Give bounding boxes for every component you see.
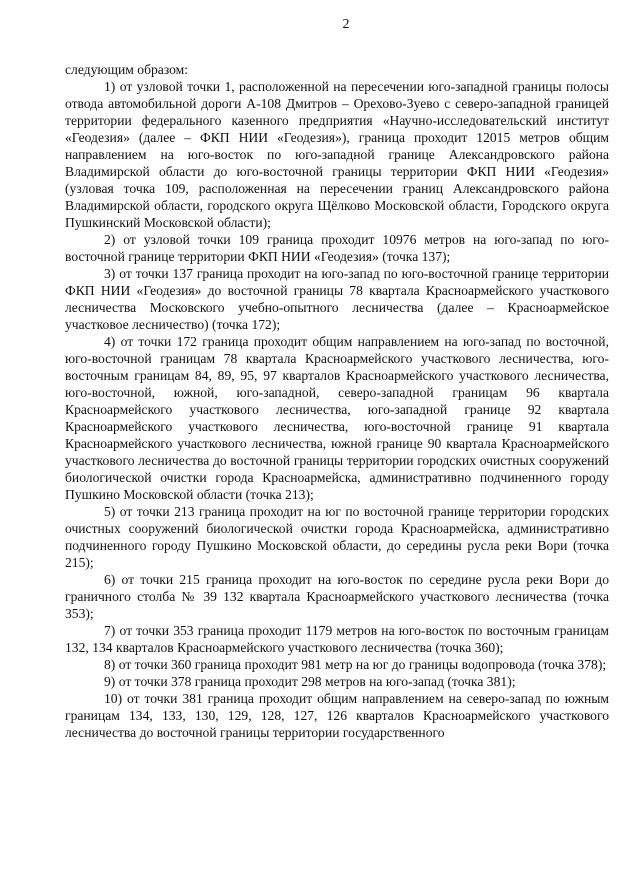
paragraph-2: 2) от узловой точки 109 граница проходит 10976 метров на юго-запад по юго-восточной границе территории ФКП НИИ «Геодезия» (точка 137); — [65, 232, 609, 264]
lead-text: следующим образом: — [65, 62, 189, 77]
paragraph-3: 3) от точки 137 граница проходит на юго-запад по юго-восточной границе территории ФКП НИИ «Геодезия» до восточной границы 78 квартала Красноармейского участкового лесничества Московского учебно-опытного лесничества (далее – Красноармейское участковое лесничество) (точка 172); — [65, 266, 609, 332]
page-number: 2 — [342, 17, 350, 32]
paragraph-5: 5) от точки 213 граница проходит на юг по восточной границе территории городских очистных сооружений биологической очистки города Красноармейска, административно подчиненного городу Пушкино Московской области, до середины русла реки Вори (точка 215); — [65, 504, 609, 570]
paragraph-4: 4) от точки 172 граница проходит общим направлением на юго-запад по восточной, юго-восточной границам 78 квартала Красноармейского участкового лесничества, юго-восточным границам 84, 89, 95, 97 кварталов Красноармейского участкового лесничества, юго-восточной, южной, юго-западной, северо-западной границам 96 квартала Красноармейского участкового лесничества, юго-западной границе 92 квартала Красноармейского участкового лесничества, юго-восточной границе 91 квартала Красноармейского участкового лесничества, южной границе 90 квартала Красноармейского участкового лесничества до восточной границы территории городских очистных сооружений биологической очистки города Красноармейска, административно подчиненного городу Пушкино Московской области (точка 213); — [65, 334, 609, 502]
paragraph-9: 9) от точки 378 граница проходит 298 метров на юго-запад (точка 381); — [104, 674, 516, 689]
paragraph-1: 1) от узловой точки 1, расположенной на пересечении юго-западной границы полосы отвода автомобильной дороги А-108 Дмитров – Орехово-Зуево с северо-западной границей территории федерального казенного предприятия «Научно-исследовательский институт «Геодезия» (далее – ФКП НИИ «Геодезия»), граница проходит 12015 метров общим направлением на юго-восток по юго-западной границе Александровского района Владимирской области до юго-восточной границы территории ФКП НИИ «Геодезия» (узловая точка 109, расположенная на пересечении границ Александровского района Владимирской области, городского округа Щёлково Московской области, Городского округа Пушкинский Московской области); — [65, 79, 609, 230]
paragraph-10: 10) от точки 381 граница проходит общим направлением на северо-запад по южным границам 134, 133, 130, 129, 128, 127, 126 кварталов Красноармейского участкового лесничества до восточной границы территории государственного — [65, 691, 609, 740]
paragraph-8: 8) от точки 360 граница проходит 981 метр на юг до границы водопровода (точка 378); — [104, 657, 607, 672]
paragraph-6: 6) от точки 215 граница проходит на юго-восток по середине русла реки Вори до граничного столба № 39 132 квартала Красноармейского участкового лесничества (точка 353); — [65, 572, 609, 621]
paragraph-7: 7) от точки 353 граница проходит 1179 метров на юго-восток по восточным границам 132, 134 кварталов Красноармейского участкового лесничества (точка 360); — [65, 623, 609, 655]
